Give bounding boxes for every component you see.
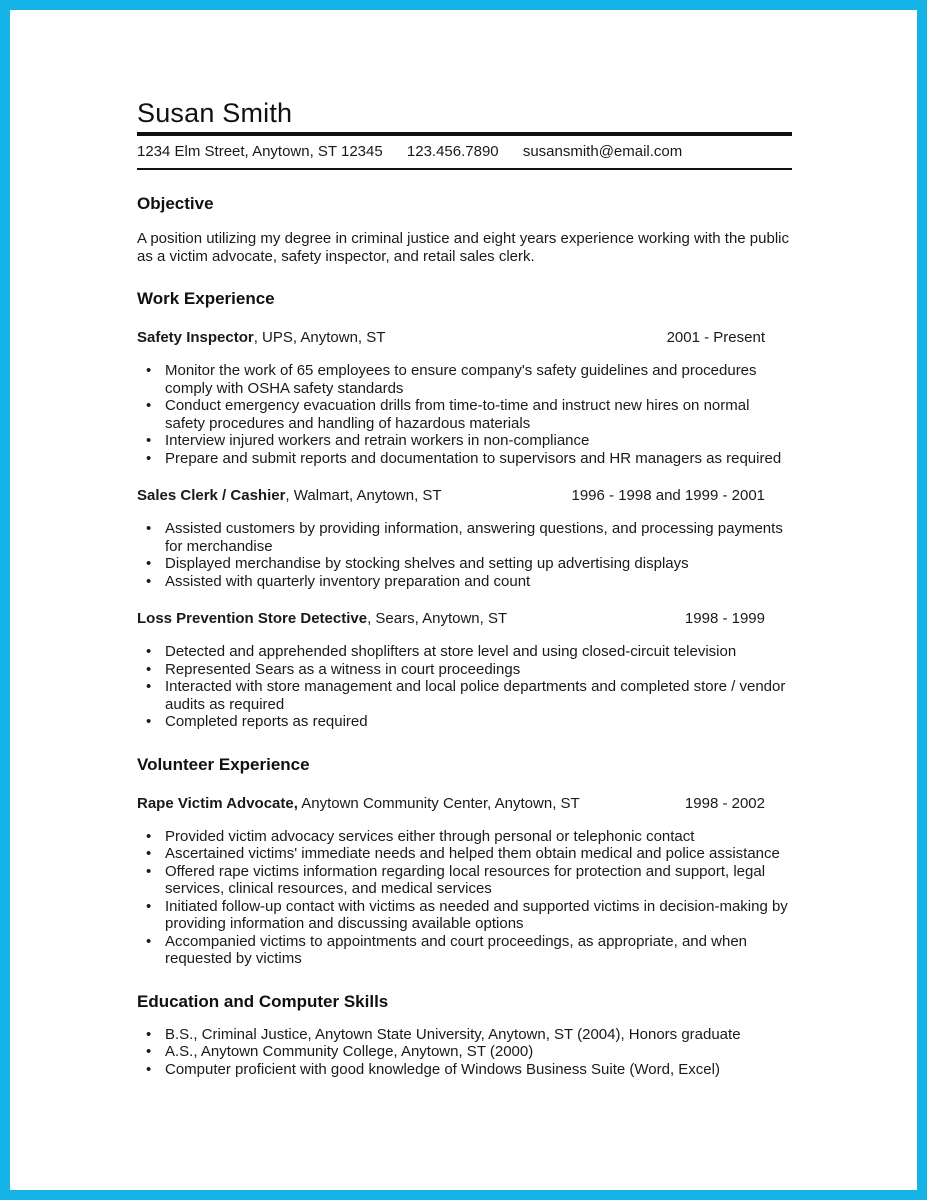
bullet-text: Monitor the work of 65 employees to ensure company's safety guidelines and procedures comply with OSHA safety standards [165,362,757,397]
bullet-glyph: • [146,862,152,880]
section-heading-volunteer: Volunteer Experience [137,754,310,774]
bullet-text: Conduct emergency evacuation drills from time-to-time and instruct new hires on normal safety procedures and handling of hazardous materials [165,397,750,432]
bullet-glyph: • [146,678,152,695]
divider-thin [137,168,792,170]
bullet-text: Detected and apprehended shoplifters at store level and using closed-circuit television [165,643,737,660]
bullet-item [137,362,792,397]
bullet-item [137,828,792,846]
job-dates: 1996 - 1998 and 1999 - 2001 [571,487,765,504]
job-title [137,610,507,627]
job-header [137,329,792,346]
bullet-glyph: • [146,1043,152,1060]
contact-line [137,143,792,160]
bullet-item [137,1043,792,1061]
bullet-text: Completed reports as required [165,713,368,730]
job-title-role: Sales Clerk / Cashier [137,487,286,504]
job-title [137,487,442,504]
bullet-glyph: • [146,572,152,590]
education-bullets [137,1026,792,1079]
job-title-role: Safety Inspector [137,329,254,346]
bullet-item [137,933,792,968]
bullet-item [137,520,792,555]
job-title-company: Anytown Community Center, Anytown, ST [297,794,580,812]
job-title [137,329,385,346]
job-header [137,487,792,504]
contact-address: 1234 Elm Street, Anytown, ST 12345 [137,143,383,160]
bullet-glyph: • [146,520,152,537]
bullet-text: Displayed merchandise by stocking shelves and setting up advertising displays [165,555,689,572]
bullet-item [137,432,792,450]
job-bullets [137,828,792,968]
bullet-glyph: • [146,660,152,678]
job-bullets [137,520,792,590]
bullet-glyph: • [146,845,152,862]
bullet-text: Represented Sears as a witness in court proceedings [165,660,521,678]
bullet-glyph: • [146,827,152,845]
bullet-item [137,661,792,679]
job-title-company: , Sears, Anytown, ST [367,610,508,627]
job-dates: 1998 - 1999 [684,610,765,627]
resume-document [137,98,792,1078]
bullet-glyph: • [146,1025,152,1043]
bullet-item [137,845,792,863]
bullet-glyph: • [146,362,152,379]
bullet-glyph: • [146,1060,152,1078]
bullet-text: Ascertained victims' immediate needs and helped them obtain medical and police assistance [165,845,780,862]
resume-name: Susan Smith [137,98,293,128]
job-title-role: Loss Prevention Store Detective [137,610,368,627]
bullet-glyph: • [146,449,152,467]
bullet-glyph: • [146,713,152,730]
divider-thick [137,132,792,136]
bullet-item [137,1061,792,1079]
bullet-text: Initiated follow-up contact with victims as needed and supported victims in decision-making by providing information and discussing available options [165,897,788,932]
bullet-item [137,1026,792,1044]
bullet-item [137,555,792,573]
bullet-text: Offered rape victims information regarding local resources for protection and support, legal services, clinical resources, and medical services [165,862,766,897]
bullet-glyph: • [146,897,152,915]
bullet-text: Computer proficient with good knowledge of Windows Business Suite (Word, Excel) [165,1060,720,1078]
bullet-text: B.S., Criminal Justice, Anytown State University, Anytown, ST (2004), Honors graduate [165,1025,741,1043]
bullet-glyph: • [146,643,152,660]
bullet-item [137,643,792,661]
job-header [137,795,792,812]
job-title-role: Rape Victim Advocate, [137,794,298,812]
section-heading-objective: Objective [137,194,214,213]
bullet-glyph: • [146,932,152,950]
bullet-text: Interview injured workers and retrain workers in non-compliance [165,432,590,449]
job-title-company: , Walmart, Anytown, ST [285,487,442,504]
bullet-glyph: • [146,555,152,572]
job-title-company: , UPS, Anytown, ST [253,329,386,346]
job-bullets [137,362,792,467]
bullet-item [137,713,792,731]
bullet-item [137,573,792,591]
objective-text: A position utilizing my degree in criminal justice and eight years experience working with the public as a victim advocate, safety inspector, and retail sales clerk. [137,230,790,265]
bullet-text: A.S., Anytown Community College, Anytown, ST (2000) [165,1043,534,1060]
bullet-text: Provided victim advocacy services either through personal or telephonic contact [165,827,695,845]
bullet-item [137,898,792,933]
bullet-glyph: • [146,397,152,414]
bullet-item [137,863,792,898]
bullet-text: Assisted with quarterly inventory preparation and count [165,572,531,590]
section-heading-work: Work Experience [137,289,275,308]
bullet-text: Prepare and submit reports and documentation to supervisors and HR managers as required [165,449,782,467]
contact-phone: 123.456.7890 [406,143,499,160]
job-bullets [137,643,792,731]
bullet-text: Accompanied victims to appointments and court proceedings, as appropriate, and when requested by victims [165,932,748,967]
contact-email: susansmith@email.com [522,143,683,160]
bullet-text: Interacted with store management and local police departments and completed store / vendor audits as required [165,678,786,713]
bullet-glyph: • [146,432,152,449]
bullet-item [137,678,792,713]
section-heading-education: Education and Computer Skills [137,991,389,1011]
bullet-item [137,450,792,468]
job-dates: 1998 - 2002 [684,794,765,812]
job-dates: 2001 - Present [666,329,765,346]
job-header [137,610,792,627]
bullet-item [137,397,792,432]
job-title [137,795,580,812]
bullet-text: Assisted customers by providing information, answering questions, and processing payments for merchandise [165,520,783,555]
